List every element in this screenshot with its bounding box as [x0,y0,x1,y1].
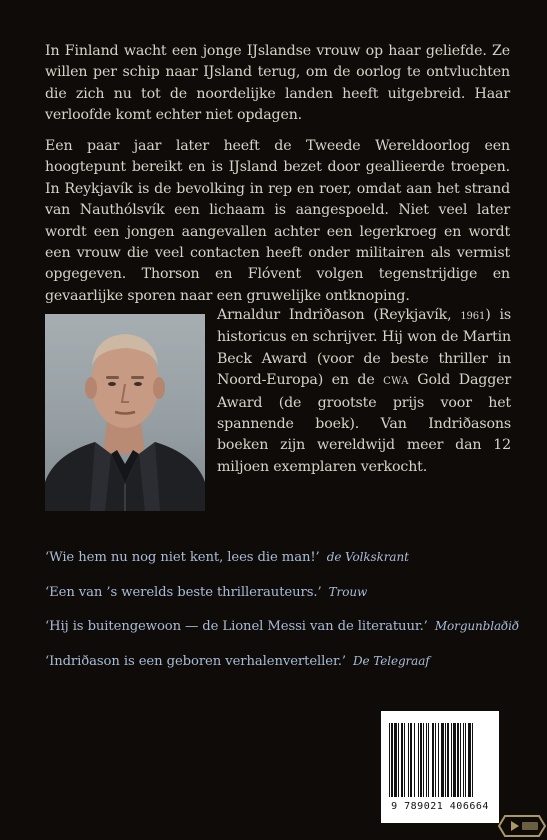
barcode-bar [391,723,393,797]
blurb-paragraph-2: Een paar jaar later heeft de Tweede Wereldoorlog een hoogtepunt bereikt en is IJsland bezet door geallieerde troepen. In Reykjavík is de bevolking in rep en roer, omdat aan het strand van Nauthólsvík een lichaam is aangespoeld. Niet veel later wordt een jongen aangevallen achter een legerkroeg en wordt een vrouw die veel contacten heeft onder militairen als vermist opgegeven. Thorson en Flóvent volgen tegenstrijdige en gevaarlijke sporen naar een gruwelijke ontknoping. [45,138,510,304]
blurb-paragraph-1: In Finland wacht een jonge IJslandse vrouw op haar geliefde. Ze willen per schip naar IJsland terug, om de oorlog te ontvluchten die zich nu tot de noordelijke landen heeft uitgebreid. Haar verloofde komt echter niet opdagen. [45,43,510,124]
quote-text: ‘Wie hem nu nog niet kent, lees die man!’ [45,550,320,565]
author-name: Arnaldur Indriðason [217,307,365,323]
author-bio-middle: ) is historicus en schrijver. Hij won de Martin Beck Award (voor de beste thriller in Noord-Europa) en de [217,307,511,389]
author-bio-rest: Gold Dagger Award (de grootste prijs voor het spannende boek). Van Indriðasons boeken zijn wereldwijd meer dan 12 miljoen exemplaren verkocht. [217,372,512,475]
review-quote [45,652,525,671]
barcode-bar [453,723,456,797]
review-quote [45,548,525,567]
review-quote [45,617,525,636]
barcode-bar [447,723,449,797]
barcode-bar [389,723,390,797]
author-bio [217,305,511,478]
barcode-bar [457,723,459,797]
barcode-bar [460,723,461,797]
isbn-number: 9 789021 406664 [391,801,489,812]
barcode-label [381,711,499,823]
barcode-bar [472,723,473,797]
review-quote [45,583,525,602]
barcode-bar [426,723,427,797]
barcode-bar [401,723,403,797]
barcode-bar [441,723,444,797]
quote-text: ‘Indriðason is een geboren verhalenverteller.’ [45,654,346,669]
author-portrait-image [45,314,205,511]
barcode-bar [451,723,452,797]
barcode-bar [465,723,466,797]
watermark-logo [497,812,547,840]
barcode-bar [408,723,409,797]
barcode-bar [418,723,419,797]
cwa-abbreviation: CWA [383,376,409,388]
barcode-bar [432,723,434,797]
quote-text: ‘Een van ’s werelds beste thrillerauteurs.’ [45,585,322,600]
barcode-bars [381,711,499,801]
barcode-bar [438,723,439,797]
barcode-bar [404,723,405,797]
barcode-bar [428,723,429,797]
barcode-bar [414,723,415,797]
author-birth-year: 1961 [460,311,486,322]
quote-source: Trouw [328,585,368,599]
barcode-bar [463,723,464,797]
barcode-bar [468,723,471,797]
barcode-bar [423,723,424,797]
barcode-bar [445,723,446,797]
author-photo [45,314,205,511]
quote-text: ‘Hij is buitengewoon — de Lionel Messi van de literatuur.’ [45,619,428,634]
author-birth: (Reykjavík, [373,307,461,323]
barcode-bar [398,723,399,797]
quote-source: De Telegraaf [353,654,430,668]
quote-source: de Volkskrant [326,550,409,564]
quote-source: Morgunblaðið [434,619,520,633]
barcode-bar [410,723,412,797]
barcode-bar [420,723,422,797]
barcode-bar [394,723,397,797]
barcode-bar [435,723,436,797]
